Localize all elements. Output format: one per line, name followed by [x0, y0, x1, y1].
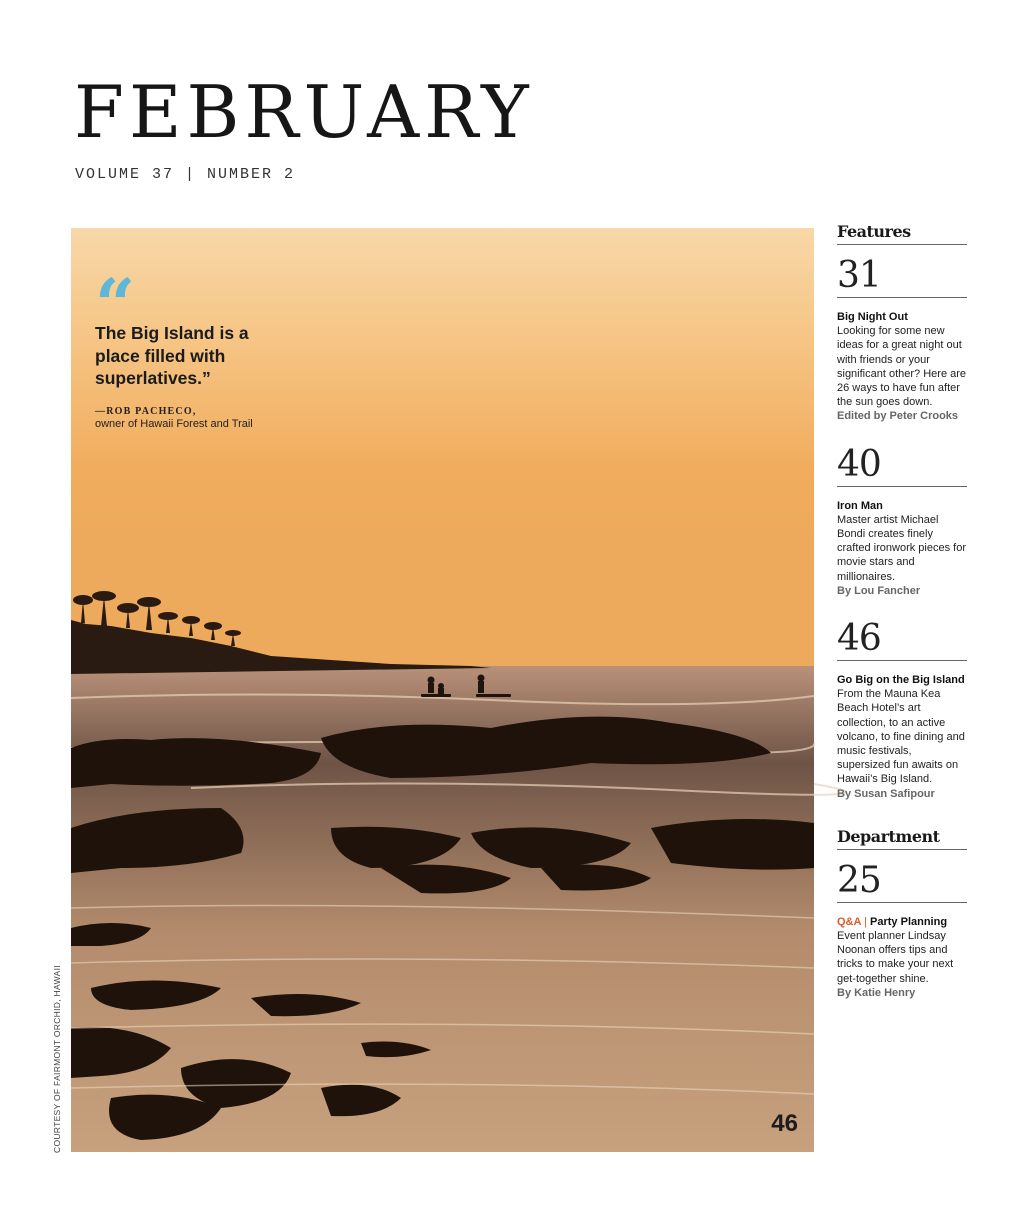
- photo-credit: COURTESY OF FAIRMONT ORCHID, HAWAII: [52, 965, 62, 1153]
- entry-page-number: 40: [837, 446, 967, 487]
- entry-byline: By Katie Henry: [837, 986, 916, 999]
- entry-description: Master artist Michael Bondi creates finely crafted ironwork pieces for movie stars and millionaires.: [837, 513, 966, 583]
- entry-title: Big Night Out: [837, 311, 908, 323]
- pull-quote-text: The Big Island is a place filled with superlatives.”: [95, 323, 249, 388]
- department-heading: Department: [837, 827, 967, 850]
- department-title: Party Planning: [870, 915, 948, 928]
- table-of-contents: [837, 222, 967, 1000]
- entry-byline: By Susan Safipour: [837, 787, 935, 800]
- toc-entry-feature[interactable]: [837, 443, 967, 598]
- entry-page-number: 31: [837, 257, 967, 298]
- entry-title: Go Big on the Big Island: [837, 674, 965, 687]
- entry-title: Iron Man: [837, 499, 883, 512]
- toc-entry-feature[interactable]: [837, 257, 967, 424]
- photo-page-number: 46: [771, 1110, 798, 1137]
- entry-page-number: 25: [837, 862, 967, 903]
- toc-entry-department[interactable]: [837, 859, 967, 1000]
- entry-byline: Edited by Peter Crooks: [837, 410, 959, 423]
- pull-quote: [95, 263, 295, 430]
- toc-entry-feature[interactable]: [837, 620, 967, 801]
- masthead: [74, 70, 534, 154]
- entry-description: Event planner Lindsay Noonan offers tips and tricks to make your next get-together shine.: [837, 930, 954, 985]
- features-heading: Features: [837, 222, 967, 245]
- pull-quote-author: —ROB PACHECO,: [95, 405, 197, 417]
- entry-title: [837, 915, 967, 929]
- entry-description: Looking for some new ideas for a great night out with friends or your significant other? Here are 26 ways to have fun after the sun goes down.: [837, 325, 967, 409]
- entry-description: From the Mauna Kea Beach Hotel’s art collection, to an active volcano, to fine dining and music festivals, supersized fun awaits on Hawaii’s Big Island.: [837, 688, 965, 786]
- issue-volume-number: VOLUME 37 | NUMBER 2: [75, 166, 296, 183]
- department-separator: |: [864, 915, 867, 928]
- issue-month-title: FEBRUARY: [74, 70, 534, 154]
- feature-photo: [71, 228, 814, 1152]
- quote-mark-icon: “: [95, 263, 136, 346]
- pull-quote-author-role: owner of Hawaii Forest and Trail: [95, 417, 253, 430]
- entry-byline: By Lou Fancher: [837, 584, 921, 597]
- department-tag: Q&A: [837, 915, 862, 928]
- entry-page-number: 46: [837, 620, 967, 661]
